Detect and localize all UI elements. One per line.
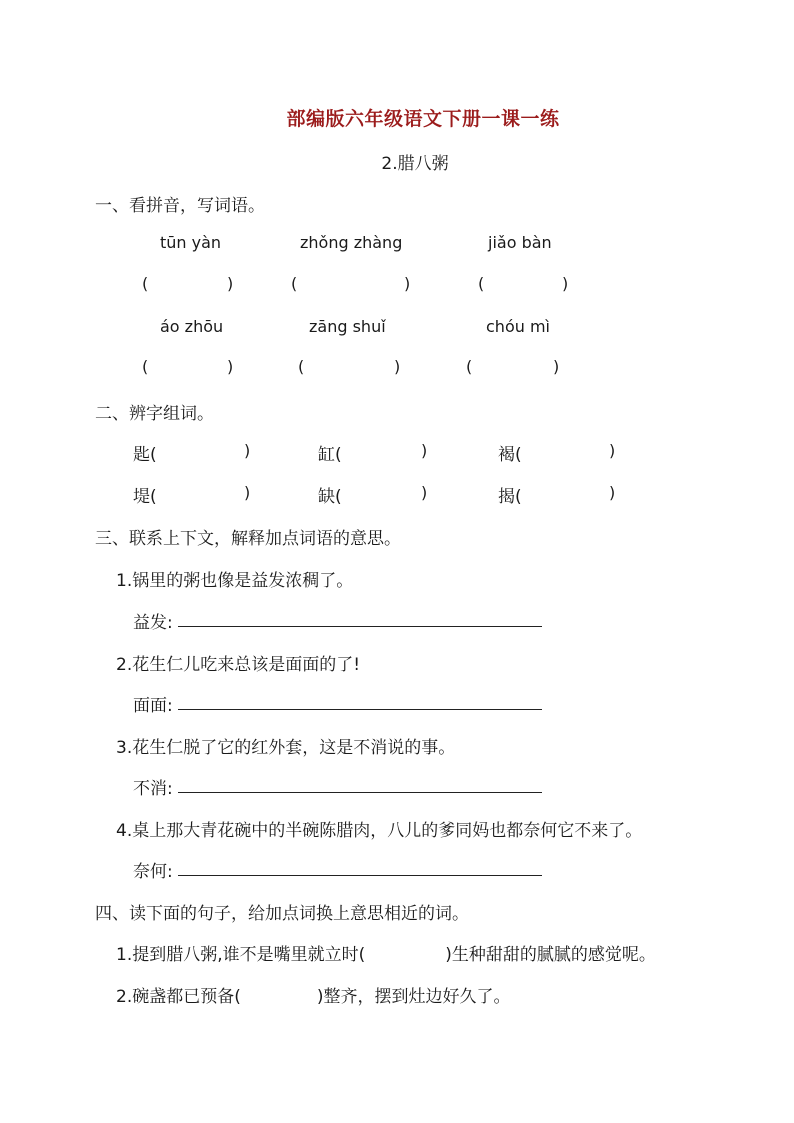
char-item [498,440,522,465]
paren-close: ) [609,483,616,502]
question-sentence: 2.花生仁儿吃来总该是面面的了! [116,655,361,675]
paren-close: ) [404,274,411,293]
paren-close: ) [421,483,428,502]
paren-open: ( [150,445,157,465]
pinyin-2: zhǒng zhàng [300,233,403,252]
question-sentence: 1.锅里的粥也像是益发浓稠了。 [116,571,354,591]
question-sentence: 4.桌上那大青花碗中的半碗陈腊肉，八儿的爹同妈也都奈何它不来了。 [116,821,643,841]
paren-open: ( [291,274,298,293]
sentence-after: )生种甜甜的腻腻的感觉呢。 [445,945,656,965]
paren-open: ( [335,445,342,465]
pinyin-6: chóu mì [486,317,550,336]
char: 褐 [498,445,515,465]
char-item [133,440,157,465]
section-2-heading: 二、辨字组词。 [95,404,214,424]
pinyin-5: zāng shuǐ [309,317,386,336]
paren-close: ) [394,357,401,376]
paren-open: ( [150,487,157,507]
sentence-before: 1.提到腊八粥,谁不是嘴里就立时( [116,945,366,965]
section-3-heading: 三、联系上下文，解释加点词语的意思。 [95,529,401,549]
paren-close: ) [609,441,616,460]
sentence-after: )整齐，摆到灶边好久了。 [316,987,511,1007]
answer-line[interactable] [178,792,542,793]
sentence-before: 2.碗盏都已预备( [116,987,241,1007]
answer-line[interactable] [178,875,542,876]
char: 揭 [498,487,515,507]
char-item [318,440,342,465]
section-1-heading: 一、看拼音，写词语。 [95,196,265,216]
pinyin-3: jiǎo bàn [488,233,552,252]
question-sentence [116,940,656,965]
paren-close: ) [562,274,569,293]
char: 缸 [318,445,335,465]
paren-close: ) [421,441,428,460]
answer-label: 奈何: [133,862,173,882]
paren-open: ( [335,487,342,507]
lesson-title-text: 2.腊八粥 [381,154,449,174]
char-item [498,482,522,507]
char-item [133,482,157,507]
paren-open: ( [298,357,305,376]
question-sentence [116,982,511,1007]
char: 匙 [133,445,150,465]
paren-close: ) [553,357,560,376]
paren-open: ( [142,274,149,293]
page-title: 部编版六年级语文下册一课一练 [286,108,560,130]
paren-close: ) [244,483,251,502]
paren-open: ( [466,357,473,376]
pinyin-1: tūn yàn [160,233,222,252]
answer-line[interactable] [178,626,542,627]
question-sentence: 3.花生仁脱了它的红外套，这是不消说的事。 [116,738,456,758]
answer-line[interactable] [178,709,542,710]
paren-close: ) [227,274,234,293]
section-4-heading: 四、读下面的句子，给加点词换上意思相近的词。 [95,904,469,924]
paren-open: ( [515,445,522,465]
pinyin-4: áo zhōu [160,317,224,336]
answer-label: 面面: [133,696,173,716]
paren-open: ( [478,274,485,293]
char: 缺 [318,487,335,507]
paren-open: ( [515,487,522,507]
lesson-title [0,149,794,174]
answer-label: 益发: [133,613,173,633]
paren-open: ( [142,357,149,376]
char: 堤 [133,487,150,507]
answer-label: 不消: [133,779,173,799]
paren-close: ) [244,441,251,460]
paren-close: ) [227,357,234,376]
char-item [318,482,342,507]
